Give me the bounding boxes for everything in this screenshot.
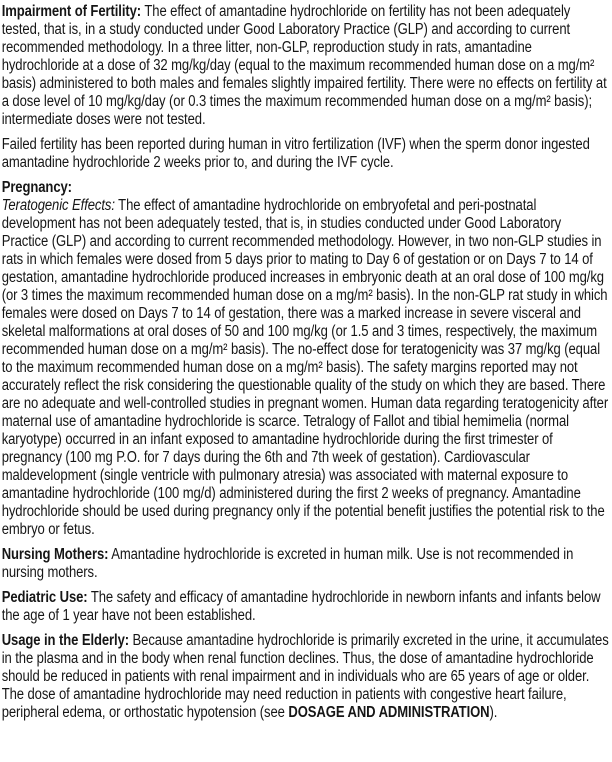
pediatric-use-label: Pediatric Use: bbox=[1, 589, 88, 606]
usage-in-elderly-text-after: ). bbox=[489, 704, 498, 721]
teratogenic-effects-paragraph bbox=[2, 197, 610, 539]
impairment-of-fertility-paragraph bbox=[2, 3, 610, 129]
nursing-mothers-text: Amantadine hydrochloride is excreted in human milk. Use is not recommended in nursing mothers. bbox=[1, 546, 574, 581]
failed-fertility-text: Failed fertility has been reported during human in vitro fertilization (IVF) when the sperm donor ingested amantadine hydrochloride 2 weeks prior to, and during the IVF cycle. bbox=[1, 136, 590, 171]
pregnancy-heading: Pregnancy: bbox=[1, 179, 72, 196]
pediatric-use-text: The safety and efficacy of amantadine hydrochloride in newborn infants and infants below the age of 1 year have not been established. bbox=[1, 589, 601, 624]
impairment-of-fertility-text: The effect of amantadine hydrochloride on fertility has not been adequately tested, that is, in a study conducted under Good Laboratory Practice (GLP) and according to current recommended methodology. In a three litter, non-GLP, reproduction study in rats, amantadine hydrochloride at a dose of 32 mg/kg/day (equal to the maximum recommended human dose on a mg/m² basis) administered to both males and females slightly impaired fertility. There were no effects on fertility at a dose level of 10 mg/kg/day (or 0.3 times the maximum recommended human dose on a mg/m² basis); intermediate doses were not tested. bbox=[1, 3, 607, 128]
usage-in-elderly-label: Usage in the Elderly: bbox=[1, 632, 130, 649]
pediatric-use-paragraph bbox=[2, 589, 610, 625]
impairment-of-fertility-label: Impairment of Fertility: bbox=[1, 3, 142, 20]
nursing-mothers-label: Nursing Mothers: bbox=[1, 546, 109, 563]
usage-in-elderly-text: Because amantadine hydrochloride is primarily excreted in the urine, it accumulates in the plasma and in the body when renal function declines. Thus, the dose of amantadine hydrochloride should be reduced in patients with renal impairment and in individuals who are 65 years of age or older. The dose of amantadine hydrochloride may need reduction in patients with congestive heart failure, peripheral edema, or orthostatic hypotension (see bbox=[1, 632, 609, 721]
teratogenic-effects-text: The effect of amantadine hydrochloride on embryofetal and peri-postnatal development has not been adequately tested, that is, in studies conducted under Good Laboratory Practice (GLP) and according to current recommended methodology. However, in two non-GLP studies in rats in which females were dosed from 5 days prior to mating to Day 6 of gestation or on Days 7 to 14 of gestation, amantadine hydrochloride produced increases in embryonic death at an oral dose of 100 mg/kg (or 3 times the maximum recommended human dose on a mg/m² basis). In the non-GLP rat study in which females were dosed on Days 7 to 14 of gestation, there was a marked increase in severe visceral and skeletal malformations at oral doses of 50 and 100 mg/kg (or 1.5 and 3 times, respectively, the maximum recommended human dose on a mg/m² basis). The no-effect dose for teratogenicity was 37 mg/kg (equal to the maximum recommended human dose on a mg/m² basis). The safety margins reported may not accurately reflect the risk considering the questionable quality of the study on which they are based. There are no adequate and well-controlled studies in pregnant women. Human data regarding teratogenicity after maternal use of amantadine hydrochloride is scarce. Tetralogy of Fallot and tibial hemimelia (normal karyotype) occurred in an infant exposed to amantadine hydrochloride during the first trimester of pregnancy (100 mg P.O. for 7 days during the 6th and 7th week of gestation). Cardiovascular maldevelopment (single ventricle with pulmonary atresia) was associated with maternal exposure to amantadine hydrochloride (100 mg/d) administered during the first 2 weeks of pregnancy. Amantadine hydrochloride should be used during pregnancy only if the potential benefit justifies the potential risk to the embryo or fetus. bbox=[1, 197, 609, 538]
dosage-and-administration-xref: DOSAGE AND ADMINISTRATION bbox=[288, 704, 490, 721]
failed-fertility-paragraph bbox=[2, 136, 610, 172]
usage-in-elderly-paragraph bbox=[2, 632, 610, 722]
nursing-mothers-paragraph bbox=[2, 546, 610, 582]
teratogenic-effects-label: Teratogenic Effects: bbox=[1, 197, 115, 214]
